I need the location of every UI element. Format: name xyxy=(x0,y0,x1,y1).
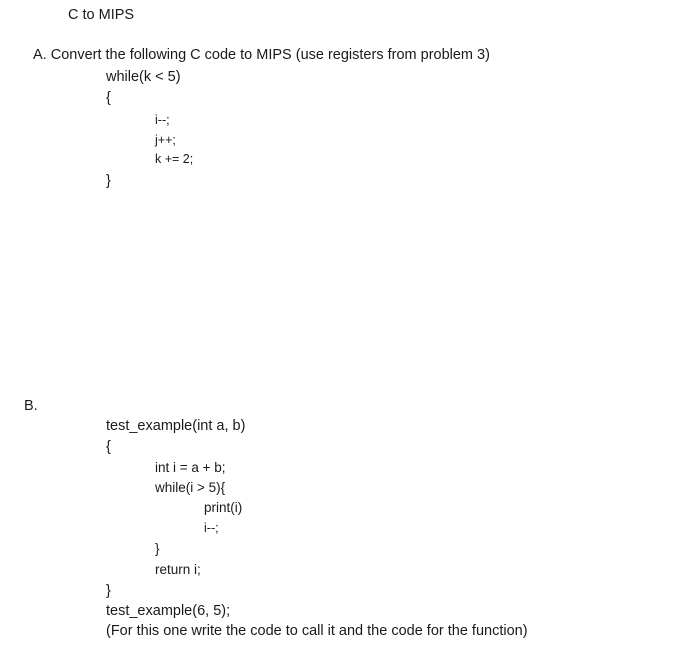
part-b-open-brace: { xyxy=(106,439,111,455)
part-b-loop-line-2: i--; xyxy=(204,521,219,535)
part-a-open-brace: { xyxy=(106,90,111,106)
part-b-close-brace: } xyxy=(106,583,111,599)
part-b-label: B. xyxy=(24,398,38,414)
part-a-body-line-3: k += 2; xyxy=(155,152,194,166)
part-a-while-line: while(k < 5) xyxy=(106,69,181,85)
part-b-signature: test_example(int a, b) xyxy=(106,418,246,434)
part-a-heading: A. Convert the following C code to MIPS (use registers from problem 3) xyxy=(33,47,490,63)
part-a-body-line-1: i--; xyxy=(155,113,170,127)
part-b-decl-line: int i = a + b; xyxy=(155,460,226,475)
part-b-inner-close-brace: } xyxy=(155,541,160,556)
page-title: C to MIPS xyxy=(68,7,135,23)
part-b-while-line: while(i > 5){ xyxy=(155,480,226,495)
part-b-loop-line-1: print(i) xyxy=(204,500,243,515)
part-a-close-brace: } xyxy=(106,173,111,189)
part-b-return-line: return i; xyxy=(155,562,201,577)
part-b-note: (For this one write the code to call it and the code for the function) xyxy=(106,623,528,639)
part-b-call-line: test_example(6, 5); xyxy=(106,603,231,619)
part-a-body-line-2: j++; xyxy=(155,133,176,147)
